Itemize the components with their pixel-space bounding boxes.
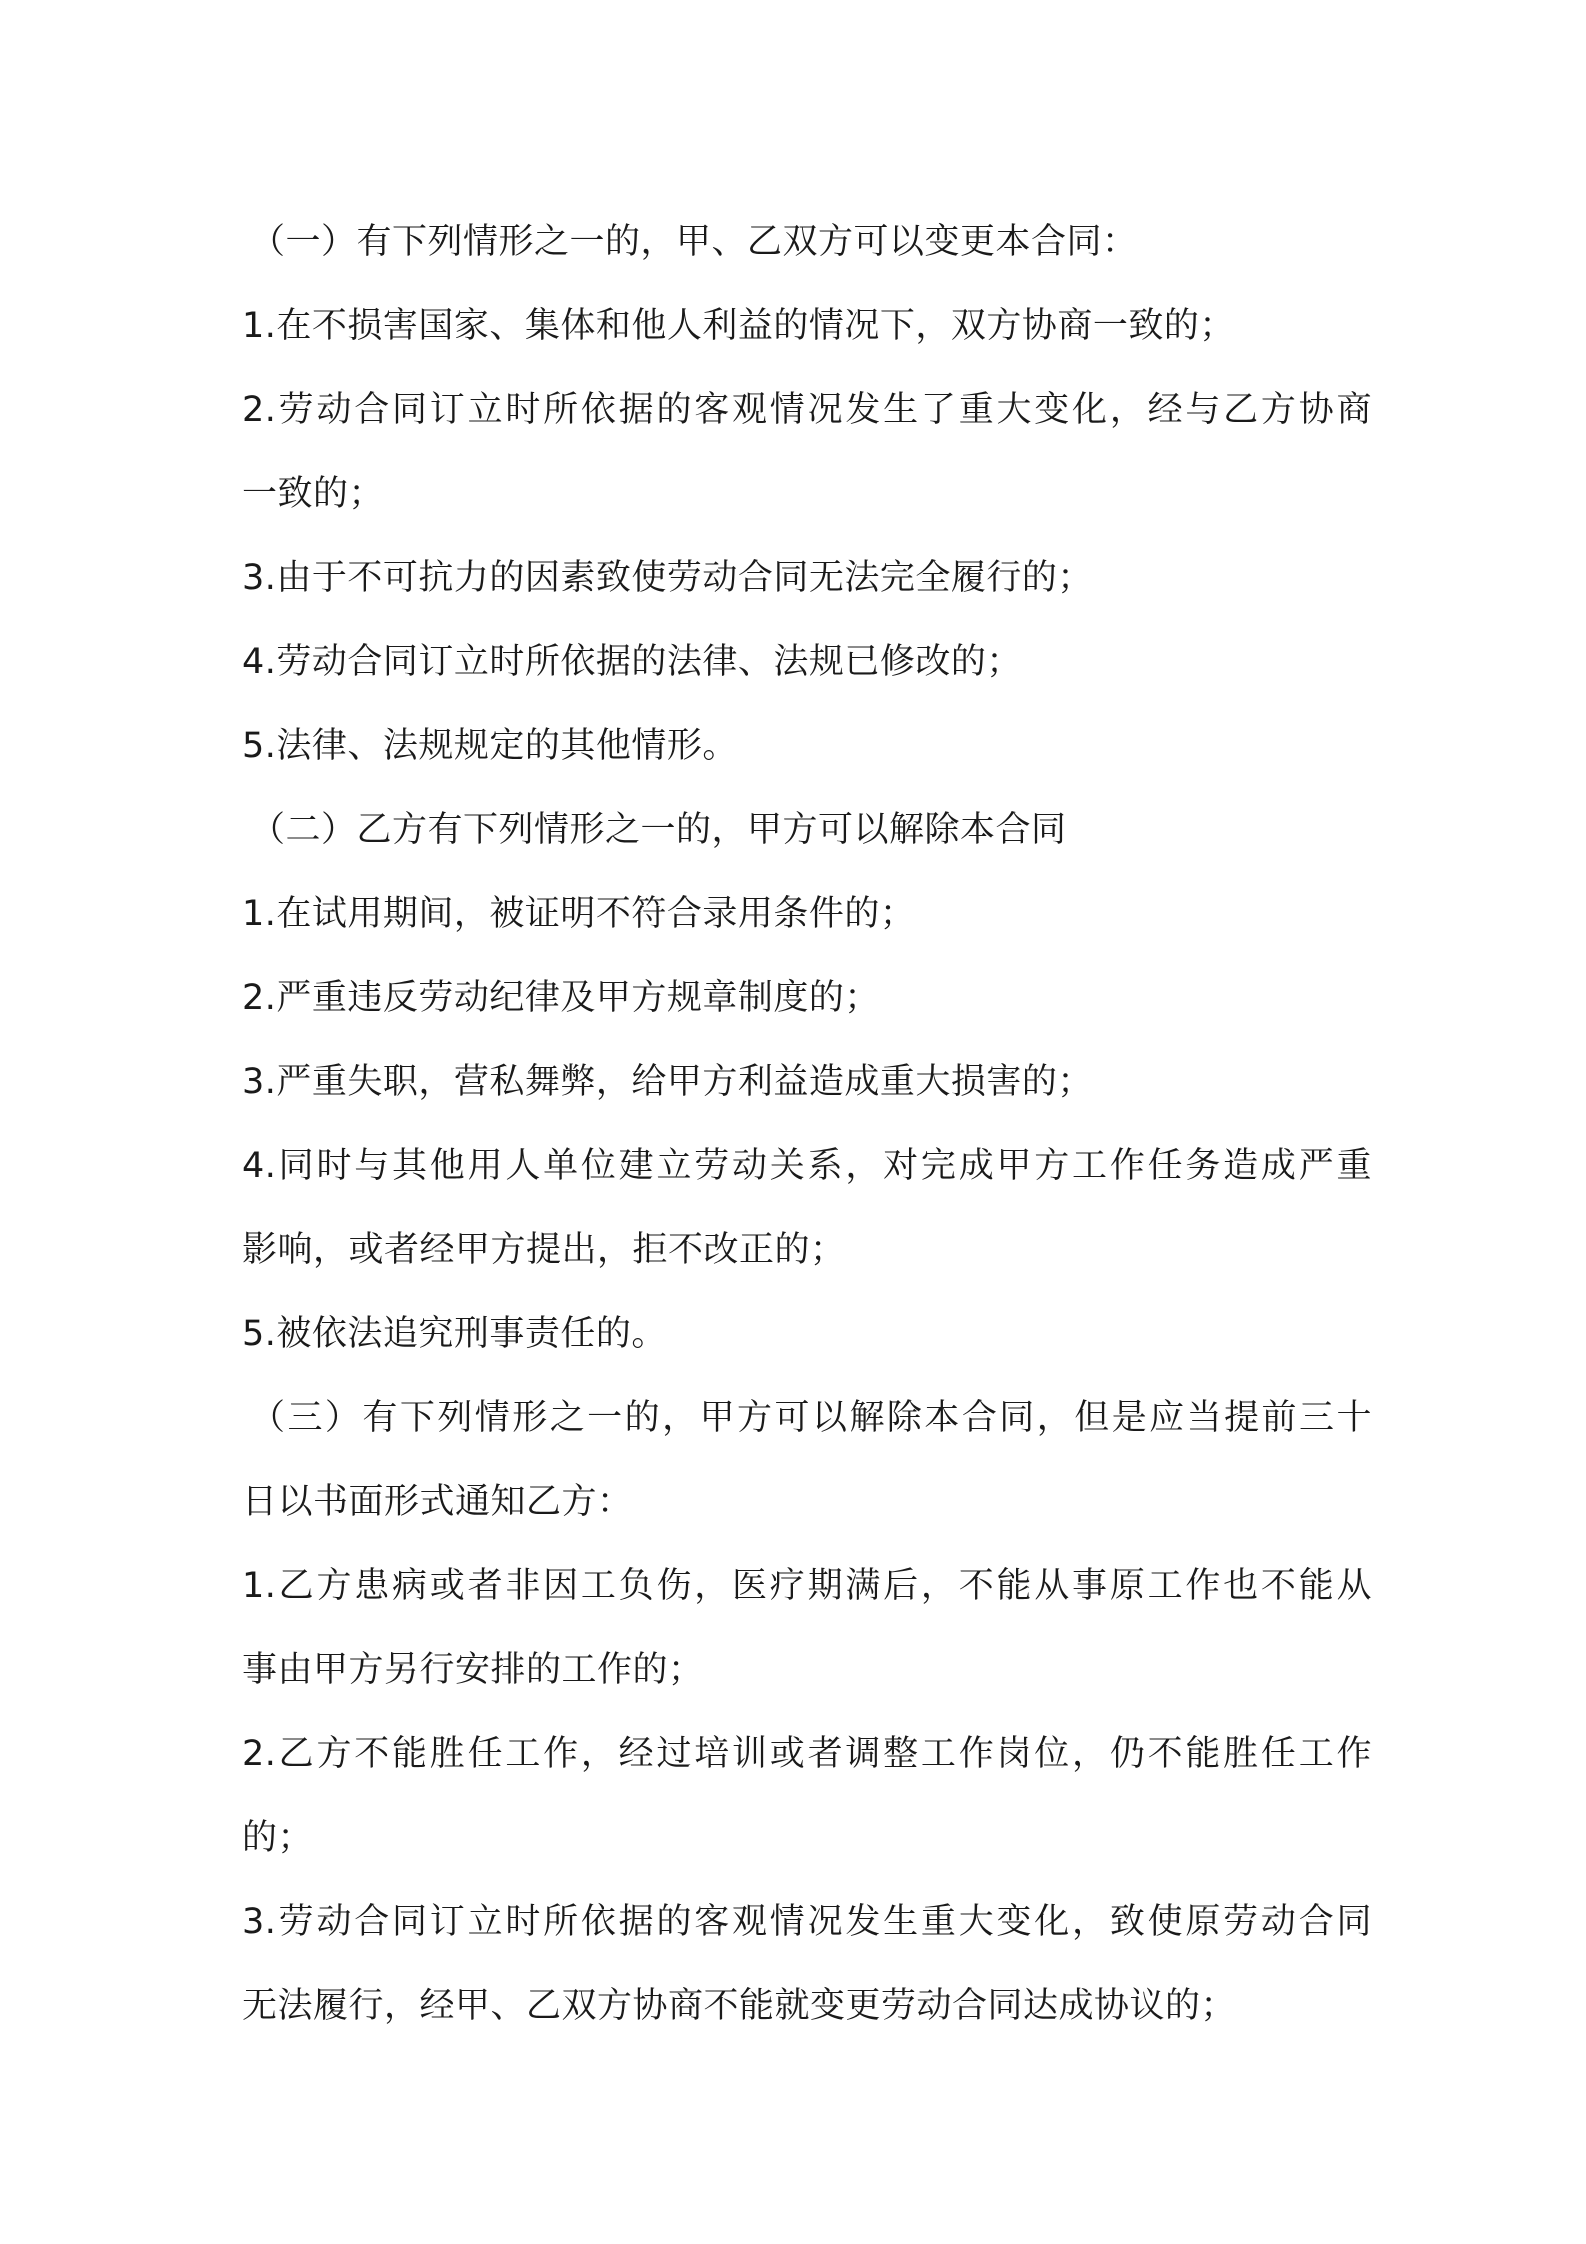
contract-body bbox=[242, 200, 1372, 2048]
clause-line: 事由甲方另行安排的工作的； bbox=[242, 1650, 704, 1690]
clause-line: 3.劳动合同订立时所依据的客观情况发生重大变化，致使原劳动合同 bbox=[242, 1902, 1372, 1942]
clause-line: 1.在不损害国家、集体和他人利益的情况下，双方协商一致的； bbox=[242, 306, 1235, 346]
section-heading-1: （一）有下列情形之一的，甲、乙双方可以变更本合同： bbox=[250, 222, 1138, 262]
clause-line: 一致的； bbox=[242, 474, 385, 514]
clause-line: 5.被依法追究刑事责任的。 bbox=[242, 1314, 667, 1354]
clause-line: 2.严重违反劳动纪律及甲方规章制度的； bbox=[242, 978, 880, 1018]
clause-line: 的； bbox=[242, 1818, 314, 1858]
section-heading-2: （二）乙方有下列情形之一的，甲方可以解除本合同 bbox=[250, 810, 1067, 850]
clause-line: 3.严重失职，营私舞弊，给甲方利益造成重大损害的； bbox=[242, 1062, 1093, 1102]
clause-line: 2.劳动合同订立时所依据的客观情况发生了重大变化，经与乙方协商 bbox=[242, 390, 1372, 430]
clause-line: 3.由于不可抗力的因素致使劳动合同无法完全履行的； bbox=[242, 558, 1093, 598]
clause-line: 日以书面形式通知乙方： bbox=[242, 1482, 633, 1522]
clause-line: 影响，或者经甲方提出，拒不改正的； bbox=[242, 1230, 846, 1270]
clause-line: 2.乙方不能胜任工作，经过培训或者调整工作岗位，仍不能胜任工作 bbox=[242, 1734, 1372, 1774]
clause-line: 5.法律、法规规定的其他情形。 bbox=[242, 726, 738, 766]
section-heading-3: （三）有下列情形之一的，甲方可以解除本合同，但是应当提前三十 bbox=[250, 1398, 1372, 1438]
clause-line: 无法履行，经甲、乙双方协商不能就变更劳动合同达成协议的； bbox=[242, 1986, 1237, 2026]
clause-line: 1.在试用期间，被证明不符合录用条件的； bbox=[242, 894, 916, 934]
clause-line: 4.同时与其他用人单位建立劳动关系，对完成甲方工作任务造成严重 bbox=[242, 1146, 1372, 1186]
clause-line: 1.乙方患病或者非因工负伤，医疗期满后，不能从事原工作也不能从 bbox=[242, 1566, 1372, 1606]
clause-line: 4.劳动合同订立时所依据的法律、法规已修改的； bbox=[242, 642, 1022, 682]
